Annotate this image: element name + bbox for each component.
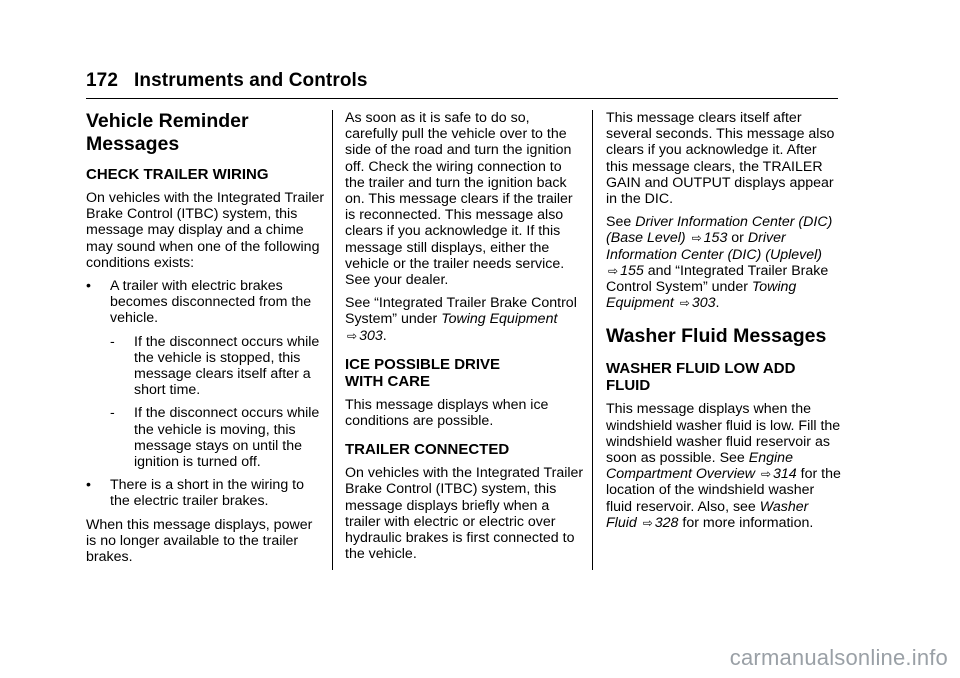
pull-over-paragraph: As soon as it is safe to do so, carefully pull the vehicle over to the side of the road and turn the ignition off. Check the wiring connection to the trailer and turn the ignition back on. This message clears if the trailer is reconnected. This message also clears if you acknowledge it. If this message still displays, either the vehicle or the trailer needs service. See your dealer. [345, 110, 573, 289]
washer-fluid-low-heading: WASHER FLUID LOW ADD FLUID [606, 360, 796, 395]
washer-fluid-link[interactable]: Washer Fluid [606, 498, 809, 531]
page-number: 172 [86, 70, 119, 91]
see-towing-reference: See “Integrated Trailer Brake Control System” under Towing Equipment ⇨ 303. [345, 295, 577, 344]
bullet-mark: • [86, 278, 91, 295]
bullet-item: • There is a short in the wiring to the electric trailer brakes. [86, 477, 304, 510]
page-ref-arrow-icon: ⇨ [608, 263, 619, 278]
trailer-connected-heading: TRAILER CONNECTED [345, 441, 510, 459]
watermark: carmanualsonline.info [729, 645, 948, 670]
page-ref-arrow-icon: ⇨ [679, 296, 690, 311]
page-ref-328[interactable]: 328 [654, 514, 679, 531]
dash-mark: - [110, 405, 115, 422]
check-trailer-closing: When this message displays, power is no longer available to the trailer brakes. [86, 516, 313, 566]
page-ref-155[interactable]: 155 [620, 262, 644, 279]
check-trailer-intro: On vehicles with the Integrated Trailer Brake Control (ITBC) system, this message may display and a chime may sound when one of the following conditions exists: [86, 190, 325, 271]
column-divider-1 [332, 110, 333, 570]
bullet-item: • A trailer with electric brakes becomes disconnected from the vehicle. [86, 278, 312, 327]
chapter-title: Instruments and Controls [134, 70, 368, 91]
towing-equipment-link[interactable]: Towing Equipment [606, 279, 797, 312]
page-header [86, 70, 368, 92]
engine-compartment-link[interactable]: Engine Compartment Overview [606, 450, 793, 483]
washer-fluid-section-title: Washer Fluid Messages [606, 325, 827, 348]
page-ref-arrow-icon: ⇨ [347, 328, 358, 343]
section-title: Vehicle Reminder Messages [86, 110, 249, 155]
washer-fluid-body: This message displays when the windshield washer fluid is low. Fill the windshield washer fluid reservoir as soon as possible. See Engine Compartment Overview ⇨ 314 for the location of the windshield washer fluid reservoir. Also, see Washer Fluid ⇨ 328 for more information. [606, 401, 841, 531]
trailer-gain-paragraph: This message clears itself after several seconds. This message also clears if you acknowledge it. After this message clears, the TRAILER GAIN and OUTPUT displays appear in the DIC. [606, 110, 835, 208]
page-ref-arrow-icon: ⇨ [642, 515, 653, 530]
ice-possible-body: This message displays when ice conditions are possible. [345, 396, 549, 430]
dic-base-link[interactable]: Driver Information Center (DIC) (Base Level) [606, 214, 833, 247]
dic-uplevel-link[interactable]: Driver Information Center (DIC) (Uplevel) [606, 230, 823, 263]
sub-item: - If the disconnect occurs while the vehicle is stopped, this message clears itself after a short time. [110, 333, 320, 399]
header-rule [86, 98, 838, 99]
sub-item: - If the disconnect occurs while the vehicle is moving, this message stays on until the ignition is turned off. [110, 405, 320, 471]
towing-equipment-link[interactable]: Towing Equipment [441, 311, 558, 328]
page-ref-153[interactable]: 153 [703, 230, 728, 247]
page-ref-arrow-icon: ⇨ [691, 231, 702, 246]
page-ref-303[interactable]: 303 [691, 295, 716, 312]
page-ref-303[interactable]: 303 [359, 327, 383, 344]
page-ref-314[interactable]: 314 [773, 466, 797, 483]
column-3 [606, 110, 842, 538]
dash-mark: - [110, 333, 115, 350]
trailer-connected-body: On vehicles with the Integrated Trailer Brake Control (ITBC) system, this message displays briefly when a trailer with electric or electric over hydraulic brakes is first connected to the vehicle. [345, 465, 584, 563]
dic-reference-paragraph: See Driver Information Center (DIC) (Base Level) ⇨ 153 or Driver Information Center (DIC) (Uplevel) ⇨ 155 and “Integrated Trailer Brake Control System” under Towing Equipment ⇨ 303. [606, 214, 833, 312]
column-2 [345, 110, 585, 569]
page-ref-arrow-icon: ⇨ [760, 467, 772, 482]
bullet-mark: • [86, 477, 91, 494]
check-trailer-wiring-heading: CHECK TRAILER WIRING [86, 166, 269, 183]
column-1 [86, 110, 326, 572]
column-divider-2 [592, 110, 593, 570]
ice-possible-heading: ICE POSSIBLE DRIVE WITH CARE [345, 355, 501, 390]
